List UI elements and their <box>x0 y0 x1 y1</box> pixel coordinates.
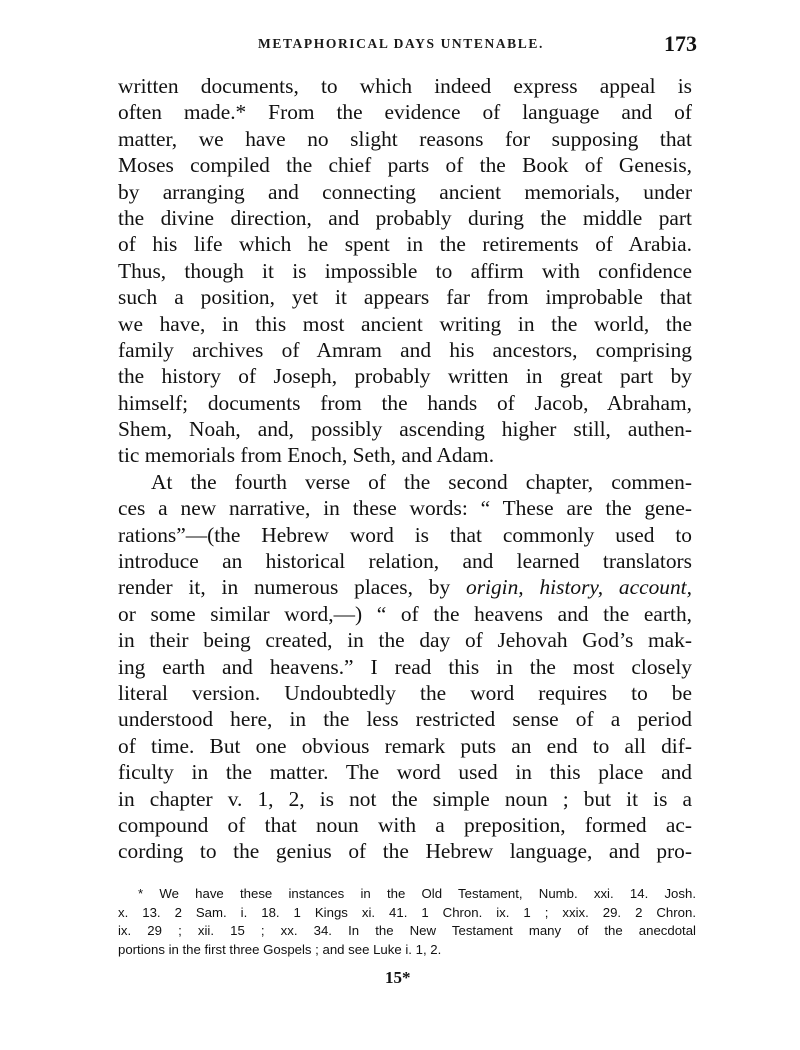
text-line: tic memorials from Enoch, Seth, and Adam. <box>118 443 495 468</box>
text-line-with-italics <box>118 574 692 600</box>
text-line: often made.* From the evidence of language and of <box>118 100 692 125</box>
main-text <box>118 73 692 865</box>
text-line: of his life which he spent in the retirements of Arabia. <box>118 232 692 257</box>
text-line: ing earth and heavens.” I read this in the most closely <box>118 654 692 679</box>
text-segment: render it, in numerous places, by <box>118 575 466 600</box>
text-line: of time. But one obvious remark puts an end to all dif- <box>118 733 692 758</box>
text-line: Shem, Noah, and, possibly ascending higher still, authen- <box>118 417 692 442</box>
text-line: understood here, in the less restricted sense of a period <box>118 707 692 732</box>
italic-term-history: history, <box>539 575 604 600</box>
footnote <box>118 885 696 959</box>
footnote-line: portions in the first three Gospels ; and see Luke i. 1, 2. <box>118 941 442 957</box>
text-line: by arranging and connecting ancient memorials, under <box>118 179 692 204</box>
italic-term-origin: origin, <box>466 575 524 600</box>
running-title: METAPHORICAL DAYS UNTENABLE. <box>258 36 544 51</box>
text-line: we have, in this most ancient writing in the world, the <box>118 311 692 336</box>
text-line: such a position, yet it appears far from improbable that <box>118 285 692 310</box>
footnote-line: ix. 29 ; xii. 15 ; xx. 34. In the New Testament many of the anecdotal <box>118 923 696 938</box>
page-number: 173 <box>664 31 697 56</box>
text-line: in chapter v. 1, 2, is not the simple noun ; but it is a <box>118 786 692 811</box>
text-line: in their being created, in the day of Jehovah God’s mak- <box>118 628 692 653</box>
text-line: cording to the genius of the Hebrew language, and pro- <box>118 839 692 864</box>
text-line: family archives of Amram and his ancestors, comprising <box>118 337 692 362</box>
text-line: compound of that noun with a preposition, formed ac- <box>118 812 692 837</box>
text-line: ces a new narrative, in these words: “ These are the gene- <box>118 496 692 521</box>
text-line: Thus, though it is impossible to affirm with confidence <box>118 258 692 283</box>
footnote-line: * We have these instances in the Old Testament, Numb. xxi. 14. Josh. <box>138 886 696 901</box>
text-line: introduce an historical relation, and learned translators <box>118 549 692 574</box>
text-line: written documents, to which indeed express appeal is <box>118 74 692 98</box>
text-line: himself; documents from the hands of Jacob, Abraham, <box>118 390 692 415</box>
footnote-line: x. 13. 2 Sam. i. 18. 1 Kings xi. 41. 1 Chron. ix. 1 ; xxix. 29. 2 Chron. <box>118 904 696 920</box>
text-line: the history of Joseph, probably written in great part by <box>118 364 692 389</box>
text-line: Moses compiled the chief parts of the Book of Genesis, <box>118 153 692 178</box>
text-line: the divine direction, and probably during the middle part <box>118 205 692 230</box>
text-line: or some similar word,—) “ of the heavens and the earth, <box>118 601 692 626</box>
text-line: rations”—(the Hebrew word is that commonly used to <box>118 522 692 547</box>
signature-mark: 15* <box>385 968 411 987</box>
text-line: At the fourth verse of the second chapter, commen- <box>151 469 692 494</box>
text-line: literal version. Undoubtedly the word requires to be <box>118 680 692 705</box>
text-line: matter, we have no slight reasons for supposing that <box>118 126 692 151</box>
italic-term-account: account, <box>618 575 692 600</box>
text-line: ficulty in the matter. The word used in this place and <box>118 760 692 785</box>
